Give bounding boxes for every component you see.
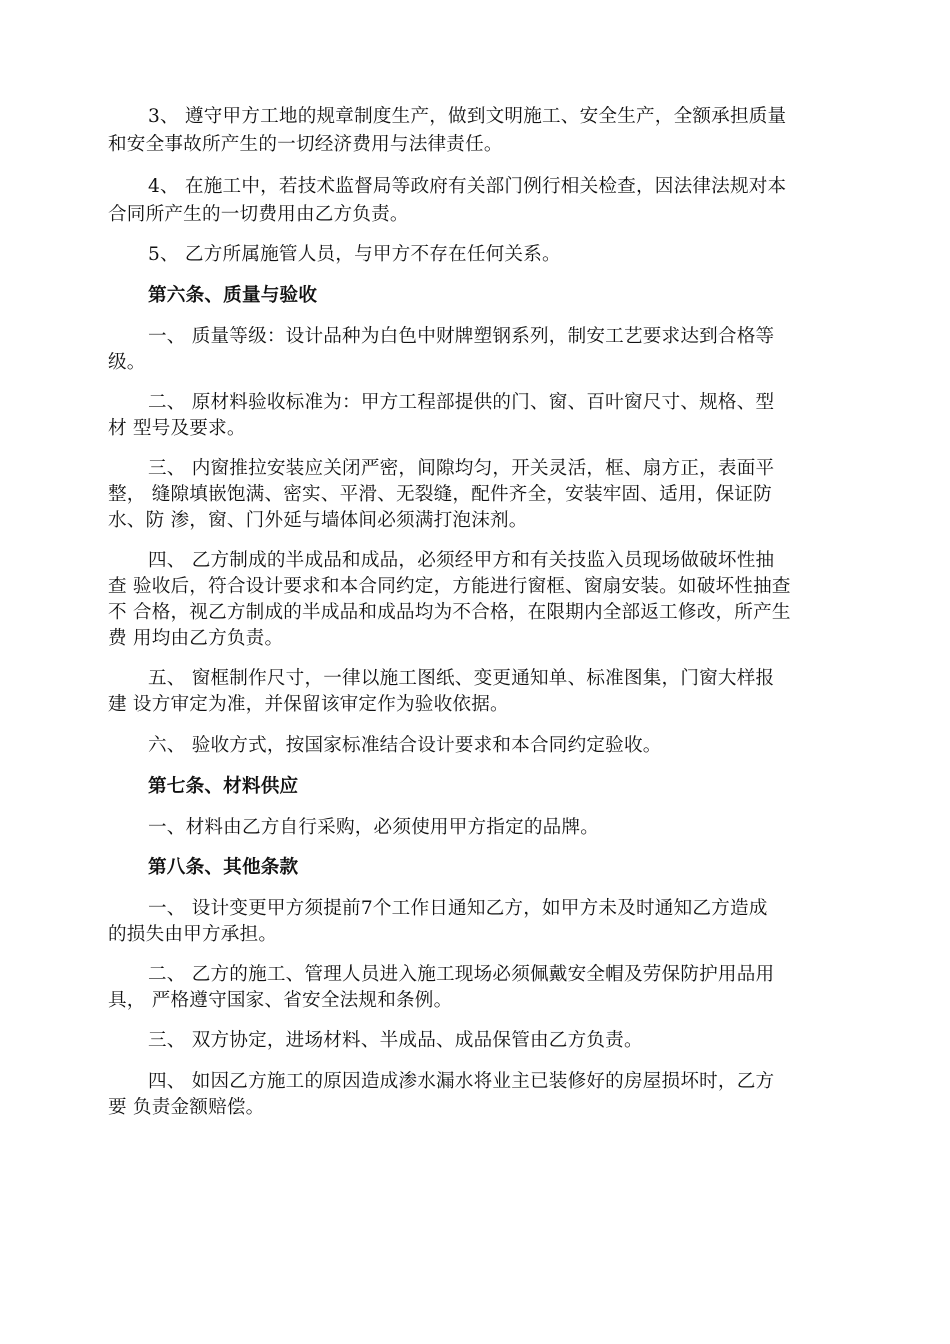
s6-item-1-line-2: 级。 [108,352,146,373]
s8-item-4-line-1: 四、 如因乙方施工的原因造成渗水漏水将业主已装修好的房屋损坏时，乙方 [148,1071,775,1092]
s6-item-3-line-1: 三、 内窗推拉安装应关闭严密，间隙均匀，开关灵活，框、扇方正，表面平 [148,458,775,479]
clause-5-line-1: 5、 乙方所属施管人员，与甲方不存在任何关系。 [148,244,561,265]
s7-item-1-line-1: 一、材料由乙方自行采购，必须使用甲方指定的品牌。 [148,817,600,838]
clause-3-line-1: 3、 遵守甲方工地的规章制度生产，做到文明施工、安全生产，全额承担质量 [148,106,787,127]
s6-item-4-line-3: 不 合格，视乙方制成的半成品和成品均为不合格，在限期内全部返工修改，所产生 [108,602,791,623]
s6-item-5-line-2: 建 设方审定为准，并保留该审定作为验收依据。 [108,694,509,715]
s6-item-2-line-2: 材 型号及要求。 [108,418,246,439]
s8-item-1-line-2: 的损失由甲方承担。 [108,924,278,945]
s8-item-4-line-2: 要 负责金额赔偿。 [108,1097,265,1118]
clause-3-line-2: 和安全事故所产生的一切经济费用与法律责任。 [108,134,503,155]
s6-item-3-line-2: 整， 缝隙填嵌饱满、密实、平滑、无裂缝，配件齐全，安装牢固、适用，保证防 [108,484,772,505]
s6-item-2-line-1: 二、 原材料验收标准为：甲方工程部提供的门、窗、百叶窗尺寸、规格、型 [148,392,775,413]
section-7-heading: 第七条、材料供应 [148,776,299,797]
s8-item-3-line-1: 三、 双方协定，进场材料、半成品、成品保管由乙方负责。 [148,1030,643,1051]
clause-4-line-2: 合同所产生的一切费用由乙方负责。 [108,204,409,225]
section-8-heading: 第八条、其他条款 [148,857,299,878]
s6-item-4-line-2: 查 验收后，符合设计要求和本合同约定，方能进行窗框、窗扇安装。如破坏性抽查 [108,576,791,597]
s6-item-1-line-1: 一、 质量等级：设计品种为白色中财牌塑钢系列，制安工艺要求达到合格等 [148,326,775,347]
s6-item-4-line-1: 四、 乙方制成的半成品和成品，必须经甲方和有关技监入员现场做破坏性抽 [148,550,775,571]
section-6-heading: 第六条、质量与验收 [148,285,318,306]
s6-item-3-line-3: 水、防 渗，窗、门外延与墙体间必须满打泡沫剂。 [108,510,528,531]
s6-item-5-line-1: 五、 窗框制作尺寸，一律以施工图纸、变更通知单、标准图集，门窗大样报 [148,668,775,689]
s8-item-2-line-1: 二、 乙方的施工、管理人员进入施工现场必须佩戴安全帽及劳保防护用品用 [148,964,775,985]
s6-item-4-line-4: 费 用均由乙方负责。 [108,628,284,649]
s8-item-1-line-1: 一、 设计变更甲方须提前7个工作日通知乙方，如甲方未及时通知乙方造成 [148,898,768,919]
s8-item-2-line-2: 具， 严格遵守国家、省安全法规和条例。 [108,990,453,1011]
clause-4-line-1: 4、 在施工中，若技术监督局等政府有关部门例行相关检查，因法律法规对本 [148,176,787,197]
s6-item-6-line-1: 六、 验收方式，按国家标准结合设计要求和本合同约定验收。 [148,735,662,756]
